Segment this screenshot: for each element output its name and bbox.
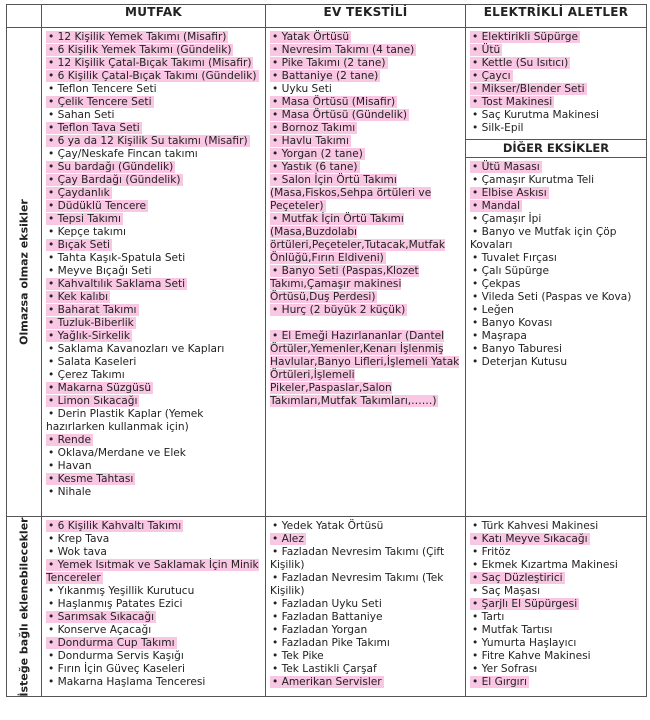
list-item-text: • Oklava/Merdane ve Elek bbox=[48, 447, 186, 459]
list-item bbox=[46, 317, 265, 330]
list-item-text: • Fırın İçin Güveç Kaseleri bbox=[48, 663, 185, 675]
list-item-text: • Deterjan Kutusu bbox=[472, 356, 568, 368]
list-item bbox=[46, 252, 265, 265]
list-item-text: • Sahan Seti bbox=[48, 109, 115, 121]
list-item bbox=[470, 663, 646, 676]
list-item bbox=[470, 278, 646, 291]
list-item bbox=[46, 520, 265, 533]
list-item bbox=[46, 187, 265, 200]
list-item bbox=[46, 70, 265, 83]
dowry-checklist-table bbox=[6, 4, 647, 697]
list-item bbox=[470, 572, 646, 585]
list-item bbox=[46, 369, 265, 382]
list-item-text: • Salon İçin Örtü Takımı (Masa,Fiskos,Sehpa örtüleri ve Peçeteler) bbox=[270, 174, 432, 212]
list-item-text: • Masa Örtüsü (Gündelik) bbox=[272, 109, 407, 121]
list-item bbox=[470, 356, 646, 369]
list-item-text: • Çaydanlık bbox=[48, 187, 110, 199]
list-item-text: • Yer Sofrası bbox=[472, 663, 538, 675]
list-item bbox=[46, 161, 265, 174]
list-item bbox=[270, 57, 465, 70]
list-item bbox=[270, 330, 465, 408]
list-item bbox=[470, 174, 646, 187]
list-item-text: • Banyo Taburesi bbox=[472, 343, 562, 355]
list-item bbox=[270, 598, 465, 611]
list-item bbox=[270, 637, 465, 650]
list-item-text: • Mutfak Tartısı bbox=[472, 624, 553, 636]
list-item bbox=[46, 57, 265, 70]
list-item bbox=[270, 161, 465, 174]
list-item bbox=[46, 291, 265, 304]
list-item-text: • Tepsi Takımı bbox=[48, 213, 121, 225]
list-item-text: • Fazladan Uyku Seti bbox=[272, 598, 382, 610]
list-item bbox=[270, 663, 465, 676]
list-item-text: • 12 Kişilik Çatal-Bıçak Takımı (Misafir) bbox=[48, 57, 252, 69]
list-item bbox=[470, 624, 646, 637]
list-item bbox=[46, 31, 265, 44]
list-item-text: • Türk Kahvesi Makinesi bbox=[472, 520, 599, 532]
list-item-text: • Fazladan Nevresim Takımı (Çift Kişilik) bbox=[270, 546, 445, 571]
list-item bbox=[470, 317, 646, 330]
list-item bbox=[470, 70, 646, 83]
list-item bbox=[270, 317, 465, 330]
optional-ev-tekstili-cell bbox=[266, 517, 466, 697]
list-item bbox=[270, 520, 465, 533]
list-item bbox=[46, 96, 265, 109]
list-item-text: • Ekmek Kızartma Makinesi bbox=[472, 559, 618, 571]
list-item bbox=[270, 265, 465, 304]
list-item-text: • Ütü bbox=[472, 44, 501, 56]
list-item bbox=[270, 624, 465, 637]
list-item bbox=[46, 44, 265, 57]
list-item-text: • Yemek Isıtmak ve Saklamak İçin Minik Tencereler bbox=[46, 559, 259, 584]
list-item-text: • Çay Bardağı (Gündelik) bbox=[48, 174, 181, 186]
list-item bbox=[46, 585, 265, 598]
list-item bbox=[270, 546, 465, 572]
list-item bbox=[470, 265, 646, 278]
list-item-text: • Çekpas bbox=[472, 278, 521, 290]
list-item bbox=[270, 304, 465, 317]
list-item-text: • Dondurma Cup Takımı bbox=[48, 637, 175, 649]
list-item-text: • Nihale bbox=[48, 486, 92, 498]
list-item-text: • Limon Sıkacağı bbox=[48, 395, 138, 407]
list-item-text: • 12 Kişilik Yemek Takımı (Misafir) bbox=[48, 31, 227, 43]
list-item bbox=[46, 546, 265, 559]
list-item-text: • Çaycı bbox=[472, 70, 511, 82]
list-item-text: • Fitre Kahve Makinesi bbox=[472, 650, 591, 662]
list-item-text: • Baharat Takımı bbox=[48, 304, 137, 316]
list-item-text: • Saklama Kavanozları ve Kapları bbox=[48, 343, 225, 355]
list-item-text: • Fazladan Nevresim Takımı (Tek Kişilik) bbox=[270, 572, 444, 597]
list-item bbox=[270, 148, 465, 161]
list-item-text: • El Gırgırı bbox=[472, 676, 527, 688]
list-item bbox=[270, 70, 465, 83]
list-item bbox=[470, 676, 646, 689]
list-item bbox=[46, 83, 265, 96]
list-item-text: • Banyo ve Mutfak için Çöp Kovaları bbox=[470, 226, 617, 251]
list-item bbox=[470, 226, 646, 252]
list-item-text: • Sarımsak Sıkacağı bbox=[48, 611, 155, 623]
list-item bbox=[46, 460, 265, 473]
list-item bbox=[270, 44, 465, 57]
list-item-text: • Fazladan Yorgan bbox=[272, 624, 368, 636]
list-item-text: • Wok tava bbox=[48, 546, 107, 558]
list-item-text: • Yastık (6 tane) bbox=[272, 161, 358, 173]
list-item bbox=[46, 611, 265, 624]
list-item-text: • Elbise Askısı bbox=[472, 187, 547, 199]
list-item bbox=[46, 265, 265, 278]
list-item bbox=[470, 343, 646, 356]
list-item-text: • Kahvaltılık Saklama Seti bbox=[48, 278, 186, 290]
list-item-text: • Fritöz bbox=[472, 546, 511, 558]
list-item-text: • Mutfak İçin Örtü Takımı (Masa,Buzdolabı örtüleri,Peçeteler,Tutacak,Mutfak Önlüğü,Fırın Eldiveni) bbox=[270, 213, 445, 264]
list-item bbox=[270, 135, 465, 148]
required-mutfak-list bbox=[42, 28, 265, 499]
required-mutfak-cell bbox=[42, 28, 266, 517]
list-item-text: • Çelik Tencere Seti bbox=[48, 96, 152, 108]
list-item-text: • Pike Takımı (2 tane) bbox=[272, 57, 386, 69]
list-item-text: • 6 Kişilik Yemek Takımı (Gündelik) bbox=[48, 44, 232, 56]
optional-row-label: İsteğe bağlı eklenebilecekler bbox=[17, 516, 31, 697]
list-item-text: • Fazladan Pike Takımı bbox=[272, 637, 390, 649]
optional-elektrikli-list bbox=[466, 517, 646, 689]
list-item-text: • Dondurma Servis Kaşığı bbox=[48, 650, 184, 662]
list-item-text: • Masa Örtüsü (Misafir) bbox=[272, 96, 396, 108]
list-item-text: • Tuzluk-Biberlik bbox=[48, 317, 134, 329]
list-item bbox=[270, 611, 465, 624]
required-row-label-cell bbox=[7, 28, 42, 517]
list-item bbox=[270, 213, 465, 265]
list-item-text: • Çalı Süpürge bbox=[472, 265, 550, 277]
list-item bbox=[270, 650, 465, 663]
list-item bbox=[470, 31, 646, 44]
header-mutfak: MUTFAK bbox=[42, 5, 266, 28]
list-item bbox=[470, 187, 646, 200]
list-item-text: • Banyo Kovası bbox=[472, 317, 553, 329]
list-item-text: • Saç Kurutma Makinesi bbox=[472, 109, 599, 121]
list-item bbox=[470, 109, 646, 122]
list-item bbox=[470, 637, 646, 650]
list-item bbox=[46, 213, 265, 226]
list-item-text: • Krep Tava bbox=[48, 533, 110, 545]
list-item-text: • Çay/Neskafe Fincan takımı bbox=[48, 148, 198, 160]
list-item bbox=[470, 44, 646, 57]
list-item-text: • Vileda Seti (Paspas ve Kova) bbox=[472, 291, 632, 303]
list-item bbox=[46, 434, 265, 447]
list-item-text: • Battaniye (2 tane) bbox=[272, 70, 379, 82]
list-item-text: • Derin Plastik Kaplar (Yemek hazırlarken kullanmak için) bbox=[46, 408, 204, 433]
list-item-text: • Yumurta Haşlayıcı bbox=[472, 637, 577, 649]
list-item bbox=[46, 239, 265, 252]
list-item bbox=[46, 559, 265, 585]
list-item bbox=[46, 408, 265, 434]
list-item-text: • Fazladan Battaniye bbox=[272, 611, 383, 623]
optional-mutfak-list bbox=[42, 517, 265, 689]
list-item bbox=[470, 304, 646, 317]
list-item bbox=[470, 330, 646, 343]
required-ev-tekstili-cell bbox=[266, 28, 466, 517]
list-item-text: • Tost Makinesi bbox=[472, 96, 553, 108]
list-item-text: • Yıkanmış Yeşillik Kurutucu bbox=[48, 585, 195, 597]
list-item bbox=[46, 200, 265, 213]
required-ev-tekstili-list bbox=[266, 28, 465, 408]
list-item-text: • Tek Lastikli Çarşaf bbox=[272, 663, 377, 675]
list-item bbox=[270, 676, 465, 689]
list-item-text: • 6 Kişilik Çatal-Bıçak Takımı (Gündelik) bbox=[48, 70, 257, 82]
list-item-text: • Alez bbox=[272, 533, 304, 545]
list-item bbox=[46, 637, 265, 650]
list-item-text: • Düdüklü Tencere bbox=[48, 200, 146, 212]
required-row-label: Olmazsa olmaz eksikler bbox=[17, 199, 31, 345]
list-item-text: • Kettle (Su Isıtıcı) bbox=[472, 57, 569, 69]
optional-elektrikli-cell bbox=[466, 517, 647, 697]
list-item bbox=[470, 533, 646, 546]
list-item bbox=[46, 395, 265, 408]
optional-row bbox=[7, 517, 647, 697]
list-item-text: • Haşlanmış Patates Ezici bbox=[48, 598, 183, 610]
list-item bbox=[470, 598, 646, 611]
list-item-text: • Tuvalet Fırçası bbox=[472, 252, 557, 264]
list-item bbox=[46, 226, 265, 239]
list-item-text: • Yedek Yatak Örtüsü bbox=[272, 520, 384, 532]
list-item bbox=[470, 291, 646, 304]
list-item bbox=[46, 109, 265, 122]
header-diger-eksikler: DİĞER EKSİKLER bbox=[466, 139, 646, 158]
optional-row-label-cell bbox=[7, 517, 42, 697]
list-item-text: • Su bardağı (Gündelik) bbox=[48, 161, 174, 173]
list-item bbox=[46, 486, 265, 499]
list-item bbox=[470, 213, 646, 226]
diger-eksikler-list bbox=[466, 158, 646, 369]
list-item-text: • Rende bbox=[48, 434, 91, 446]
list-item-text: • Tek Pike bbox=[272, 650, 324, 662]
list-item bbox=[470, 83, 646, 96]
header-row bbox=[7, 5, 647, 28]
list-item bbox=[470, 122, 646, 135]
list-item-text: • Havan bbox=[48, 460, 92, 472]
list-item-text: • Kek kalıbı bbox=[48, 291, 109, 303]
list-item-text: • Mikser/Blender Seti bbox=[472, 83, 585, 95]
list-item-text: • Meyve Bıçağı Seti bbox=[48, 265, 152, 277]
list-item bbox=[470, 611, 646, 624]
list-item-text: • Amerikan Servisler bbox=[272, 676, 382, 688]
corner-cell bbox=[7, 5, 42, 28]
list-item-text: • Şarjlı El Süpürgesi bbox=[472, 598, 578, 610]
list-item-text: • Mandal bbox=[472, 200, 521, 212]
list-item-text: • Katı Meyve Sıkacağı bbox=[472, 533, 588, 545]
list-item-text: • Kesme Tahtası bbox=[48, 473, 134, 485]
list-item bbox=[270, 174, 465, 213]
list-item bbox=[470, 559, 646, 572]
required-row bbox=[7, 28, 647, 517]
list-item-text: • Silk-Epil bbox=[472, 122, 524, 134]
optional-ev-tekstili-list bbox=[266, 517, 465, 689]
list-item bbox=[46, 382, 265, 395]
list-item-text: • Havlu Takımı bbox=[272, 135, 349, 147]
list-item-text: • Çamaşır Kurutma Teli bbox=[472, 174, 595, 186]
list-item bbox=[46, 304, 265, 317]
list-item-text: • Teflon Tava Seti bbox=[48, 122, 140, 134]
list-item bbox=[46, 663, 265, 676]
list-item bbox=[470, 200, 646, 213]
optional-mutfak-cell bbox=[42, 517, 266, 697]
list-item-text: • Yağlık-Sirkelik bbox=[48, 330, 131, 342]
list-item-text: • Konserve Açacağı bbox=[48, 624, 152, 636]
list-item-text: • Maşrapa bbox=[472, 330, 527, 342]
list-item bbox=[470, 585, 646, 598]
list-item bbox=[470, 161, 646, 174]
list-item-text: • El Emeği Hazırlananlar (Dantel Örtüler,Yemenler,Kenarı İşlenmiş Havlular,Banyo Lifleri,İşlemeli Yatak Örtüleri,İşlemeli Pikeler,Paspaslar,Salon Takımları,Mutfak Takımları,……) bbox=[270, 330, 460, 407]
list-item bbox=[270, 572, 465, 598]
list-item-text: • Nevresim Takımı (4 tane) bbox=[272, 44, 415, 56]
list-item-text: • Makarna Haşlama Tenceresi bbox=[48, 676, 206, 688]
list-item-text: • Uyku Seti bbox=[272, 83, 332, 95]
list-item bbox=[46, 343, 265, 356]
list-item bbox=[46, 174, 265, 187]
list-item-text: • Çerez Takımı bbox=[48, 369, 125, 381]
list-item-text: • Tartı bbox=[472, 611, 505, 623]
list-item-text: • Yatak Örtüsü bbox=[272, 31, 350, 43]
list-item bbox=[270, 83, 465, 96]
list-item-text: • Yorgan (2 tane) bbox=[272, 148, 363, 160]
list-item-text: • Teflon Tencere Seti bbox=[48, 83, 157, 95]
list-item bbox=[46, 676, 265, 689]
list-item-text: • 6 ya da 12 Kişilik Su takımı (Misafir) bbox=[48, 135, 248, 147]
list-item bbox=[46, 356, 265, 369]
list-item bbox=[470, 546, 646, 559]
list-item bbox=[46, 122, 265, 135]
header-elektrikli-aletler: ELEKTRİKLİ ALETLER bbox=[466, 5, 647, 28]
list-item bbox=[270, 122, 465, 135]
list-item-text: • Makarna Süzgüsü bbox=[48, 382, 152, 394]
list-item bbox=[270, 533, 465, 546]
list-item-text: • Elektirikli Süpürge bbox=[472, 31, 578, 43]
list-item-text: • 6 Kişilik Kahvaltı Takımı bbox=[48, 520, 182, 532]
header-ev-tekstili: EV TEKSTİLİ bbox=[266, 5, 466, 28]
required-elektrikli-cell bbox=[466, 28, 647, 517]
list-item bbox=[46, 148, 265, 161]
list-item bbox=[46, 624, 265, 637]
list-item bbox=[46, 330, 265, 343]
list-item-text: • Leğen bbox=[472, 304, 514, 316]
list-item bbox=[46, 533, 265, 546]
list-item-text: • Salata Kaseleri bbox=[48, 356, 137, 368]
list-item-text: • Banyo Seti (Paspas,Klozet Takımı,Çamaşır makinesi Örtüsü,Duş Perdesi) bbox=[270, 265, 419, 303]
list-item bbox=[470, 252, 646, 265]
list-item bbox=[470, 57, 646, 70]
list-item-text: • Çamaşır İpi bbox=[472, 213, 542, 225]
list-item bbox=[46, 650, 265, 663]
list-item bbox=[270, 109, 465, 122]
list-item-text: • Kepçe takımı bbox=[48, 226, 126, 238]
list-item bbox=[46, 447, 265, 460]
list-item bbox=[46, 473, 265, 486]
list-item bbox=[470, 650, 646, 663]
list-item-text: • Ütü Masası bbox=[472, 161, 540, 173]
required-elektrikli-list bbox=[466, 28, 646, 135]
list-item-text: • Saç Maşası bbox=[472, 585, 541, 597]
list-item bbox=[270, 31, 465, 44]
list-item-text: • Bornoz Takımı bbox=[272, 122, 356, 134]
list-item bbox=[270, 96, 465, 109]
list-item-text: • Saç Düzleştirici bbox=[472, 572, 563, 584]
list-item bbox=[46, 278, 265, 291]
list-item bbox=[470, 520, 646, 533]
list-item bbox=[46, 135, 265, 148]
list-item-text: • Hurç (2 büyük 2 küçük) bbox=[272, 304, 406, 316]
list-item-text: • Tahta Kaşık-Spatula Seti bbox=[48, 252, 186, 264]
list-item bbox=[46, 598, 265, 611]
list-item-text: • Bıçak Seti bbox=[48, 239, 110, 251]
list-item bbox=[470, 96, 646, 109]
